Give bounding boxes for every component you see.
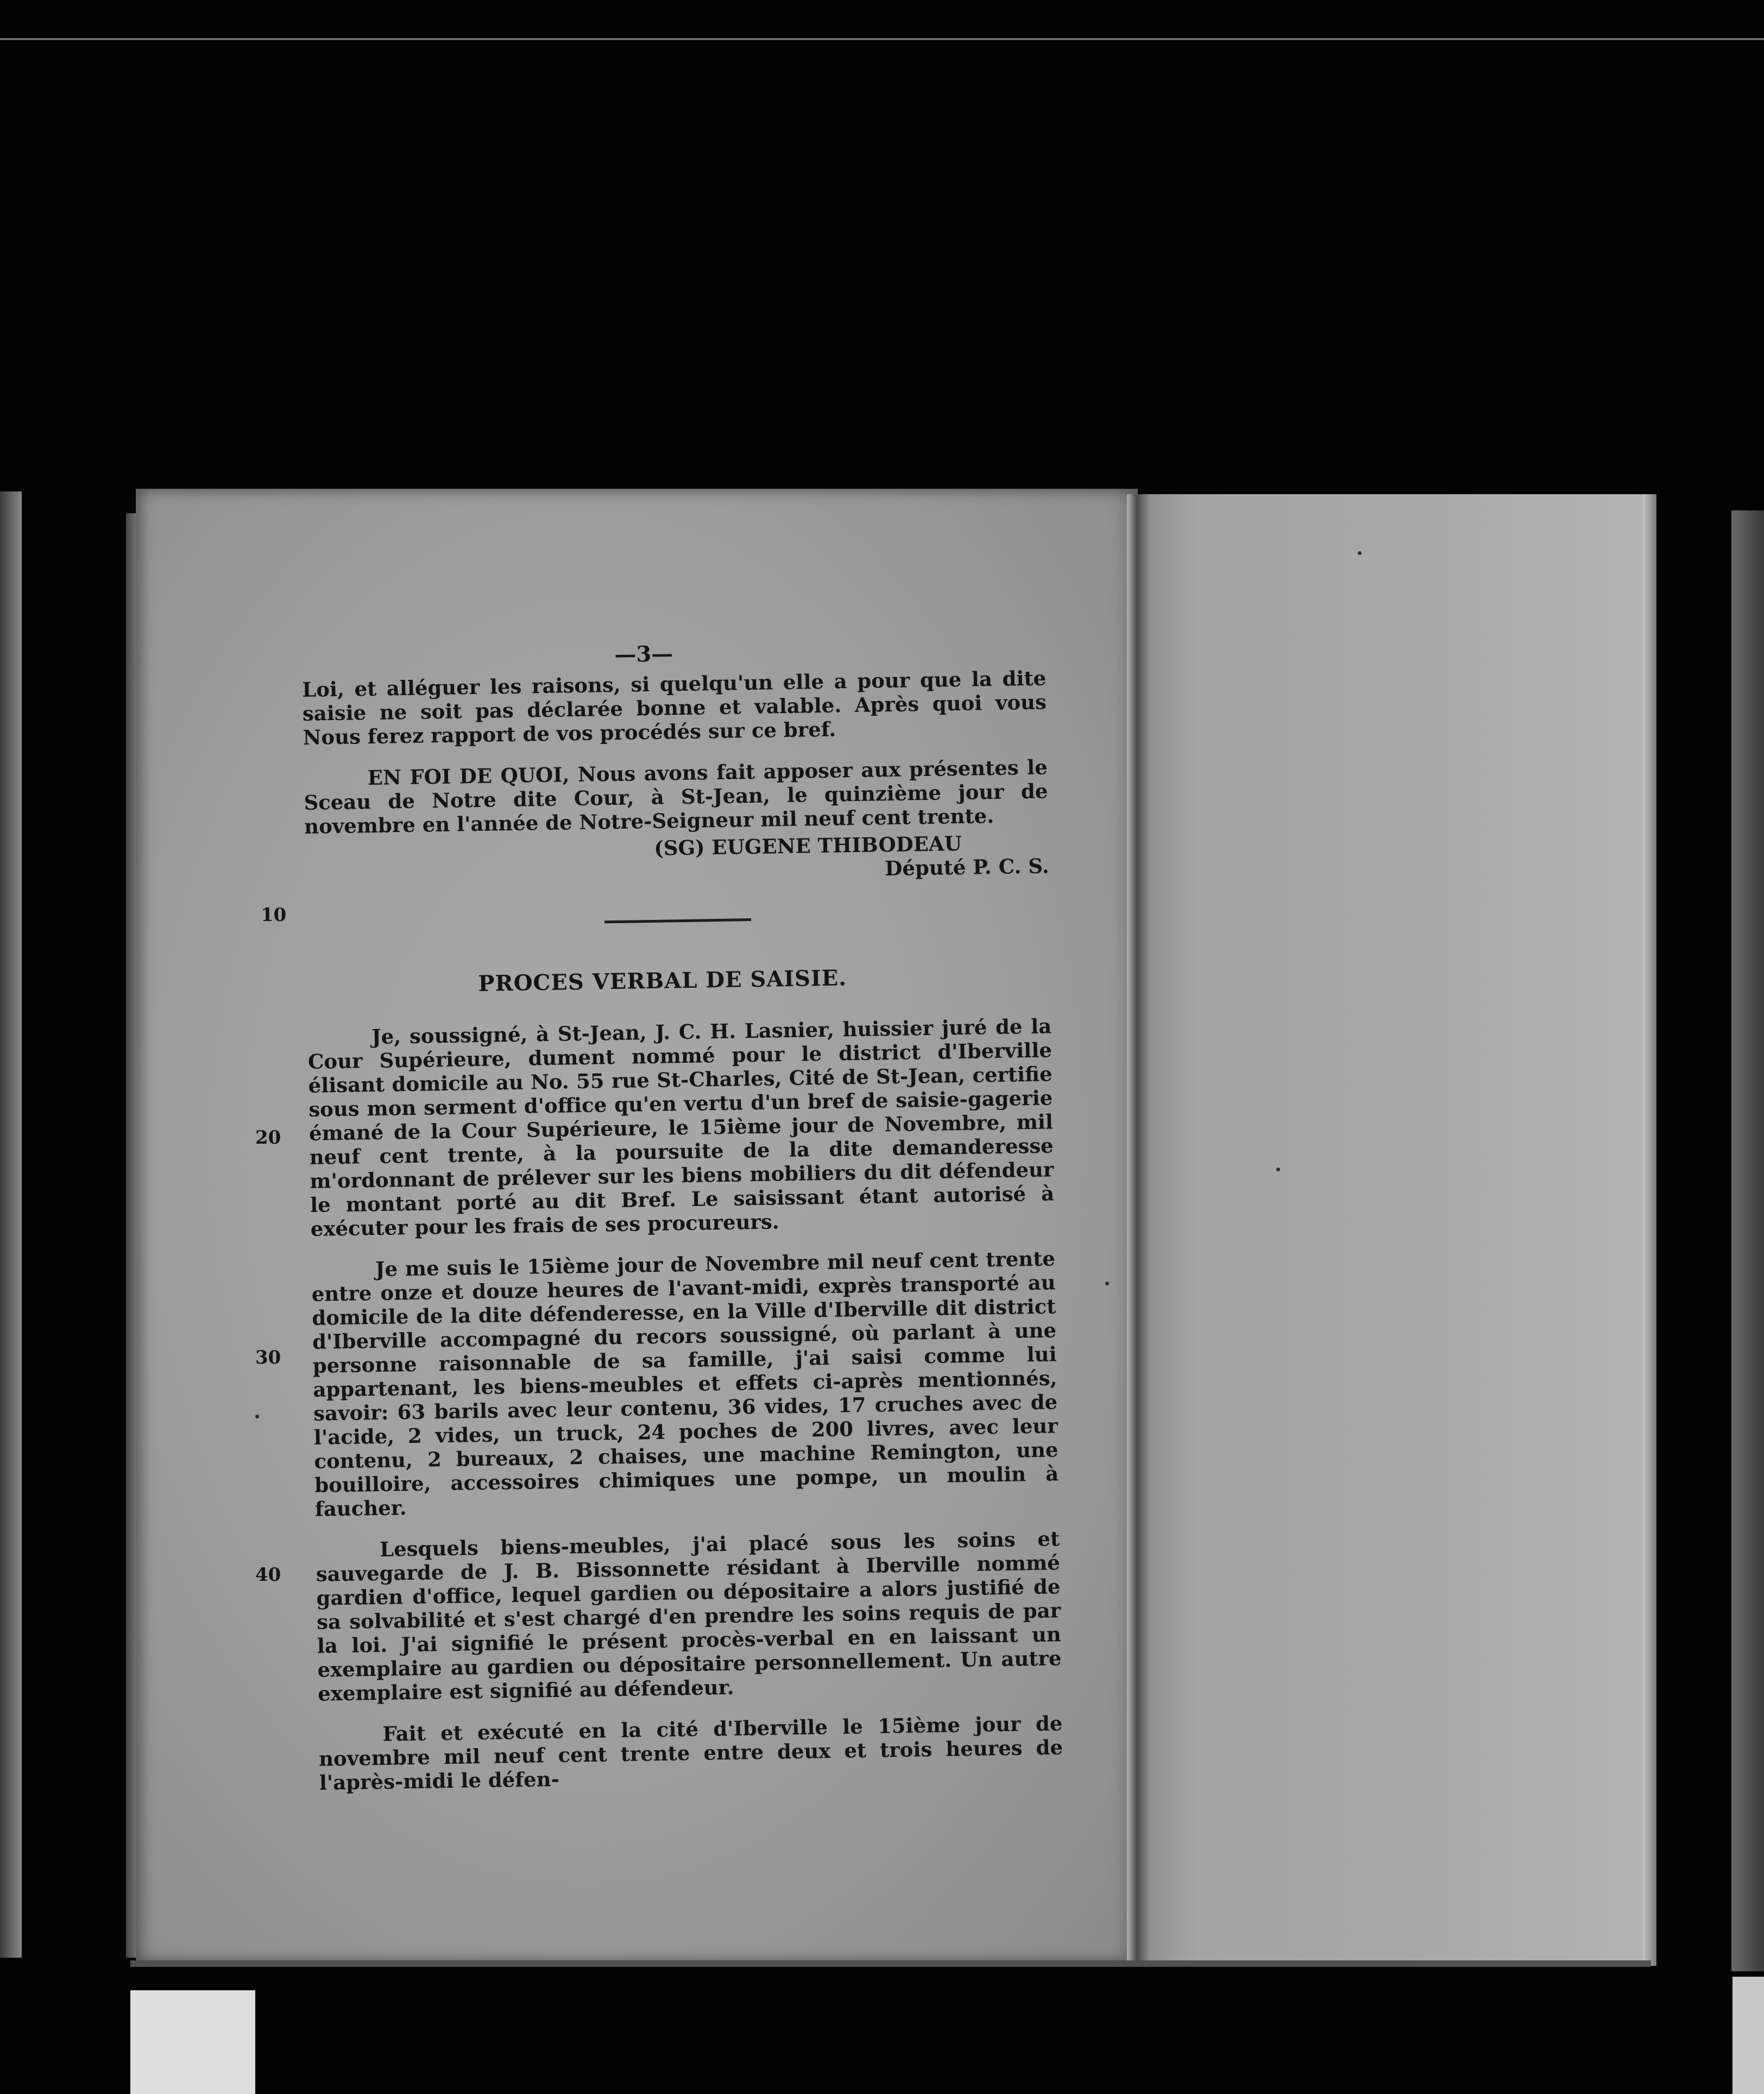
paragraph-2: Je me suis le 15ième jour de Novembre mil neuf cent trente entre onze et douze heures de l'avant-midi, exprès transporté au domicile de la dite défenderesse, en la Ville d'Iberville dit district d'Iberville accompagné du recors soussigné, où parlant à une personne raisonnable de sa famille, j'ai saisi comme lui appartenant, les biens-meubles et effets ci-après mentionnés, savoir: 63 barils avec leur contenu, 36 vides, 17 cruches avec de l'acide, 2 vides, un truck, 24 poches de 200 livres, avec leur contenu, 2 bureaux, 2 chaises, une machine Remington, une bouilloire, accessoires chimiques une pompe, un moulin à faucher. (311, 1246, 1059, 1521)
scan-target-tab (130, 1990, 255, 2094)
speck (1105, 1282, 1109, 1285)
page-stack-edge-right (1643, 494, 1656, 1966)
section-title: PROCES VERBAL DE SAISIE. (478, 965, 847, 996)
section-divider (604, 918, 751, 923)
signature-name: (SG) EUGENE THIBODEAU (653, 831, 962, 860)
adjacent-page-right (1731, 510, 1764, 1971)
paragraph-1: Je, soussigné, à St-Jean, J. C. H. Lasnier, huissier juré de la Cour Supérieure, dument nommé pour le district d'Iberville élisant domicile au No. 55 rue St-Charles, Cité de St-Jean, certifie sous mon serment d'office qu'en vertu d'un bref de saisie-gagerie émané de la Cour Supérieure, le 15ième jour de Novembre, mil neuf cent trente, à la poursuite de la dite demanderesse m'ordonnant de prélever sur les biens mobiliers du dit défendeur le montant porté au dit Bref. Le saisissant étant autorisé à exécuter pour les frais de ses procureurs. (307, 1014, 1055, 1241)
adjacent-page-left (0, 491, 22, 1958)
paragraph-4: Fait et exécuté en la cité d'Iberville le 15ième jour de novembre mil neuf cent trente entre deux et trois heures de l'après-midi le défen- (318, 1711, 1063, 1795)
page-number: —3— (614, 641, 673, 667)
margin-line-number: 30 (255, 1347, 281, 1368)
page-bottom-edge (130, 1960, 1651, 1967)
seal-paragraph: EN FOI DE QUOI, Nous avons fait apposer aux présentes le Sceau de Notre dite Cour, à St-Jean, le quinzième jour de novembre en l'année de Notre-Seigneur mil neuf cent trente. (304, 755, 1048, 838)
paragraph-3: Lesquels biens-meubles, j'ai placé sous les soins et sauvegarde de J. B. Bissonnette résidant à Iberville nommé gardien d'office, lequel gardien ou dépositaire a alors justifié de sa solvabilité et s'est chargé d'en prendre les soins requis de par la loi. J'ai signifié le présent procès-verbal en en laissant un exemplaire au gardien ou dépositaire personnellement. Un autre exemplaire est signifié au défendeur. (316, 1527, 1062, 1706)
opening-paragraph: Loi, et alléguer les raisons, si quelqu'un elle a pour que la dite saisie ne soit pas déclarée bonne et valable. Après quoi vous Nous ferez rapport de vos procédés sur ce bref. (301, 666, 1047, 749)
signature-title: Député P. C. S. (884, 854, 1049, 881)
page-text (301, 634, 1064, 1812)
margin-line-number: 40 (255, 1564, 281, 1586)
book-gutter (1127, 494, 1149, 1963)
adjacent-tab-right (1732, 1977, 1764, 2094)
margin-line-number: 10 (261, 904, 287, 926)
facing-blank-page (1135, 494, 1643, 1963)
speck (1276, 1168, 1280, 1171)
speck (255, 1415, 259, 1418)
speck (1358, 551, 1362, 555)
margin-line-number: 20 (255, 1127, 281, 1149)
scan-top-line (0, 38, 1764, 40)
